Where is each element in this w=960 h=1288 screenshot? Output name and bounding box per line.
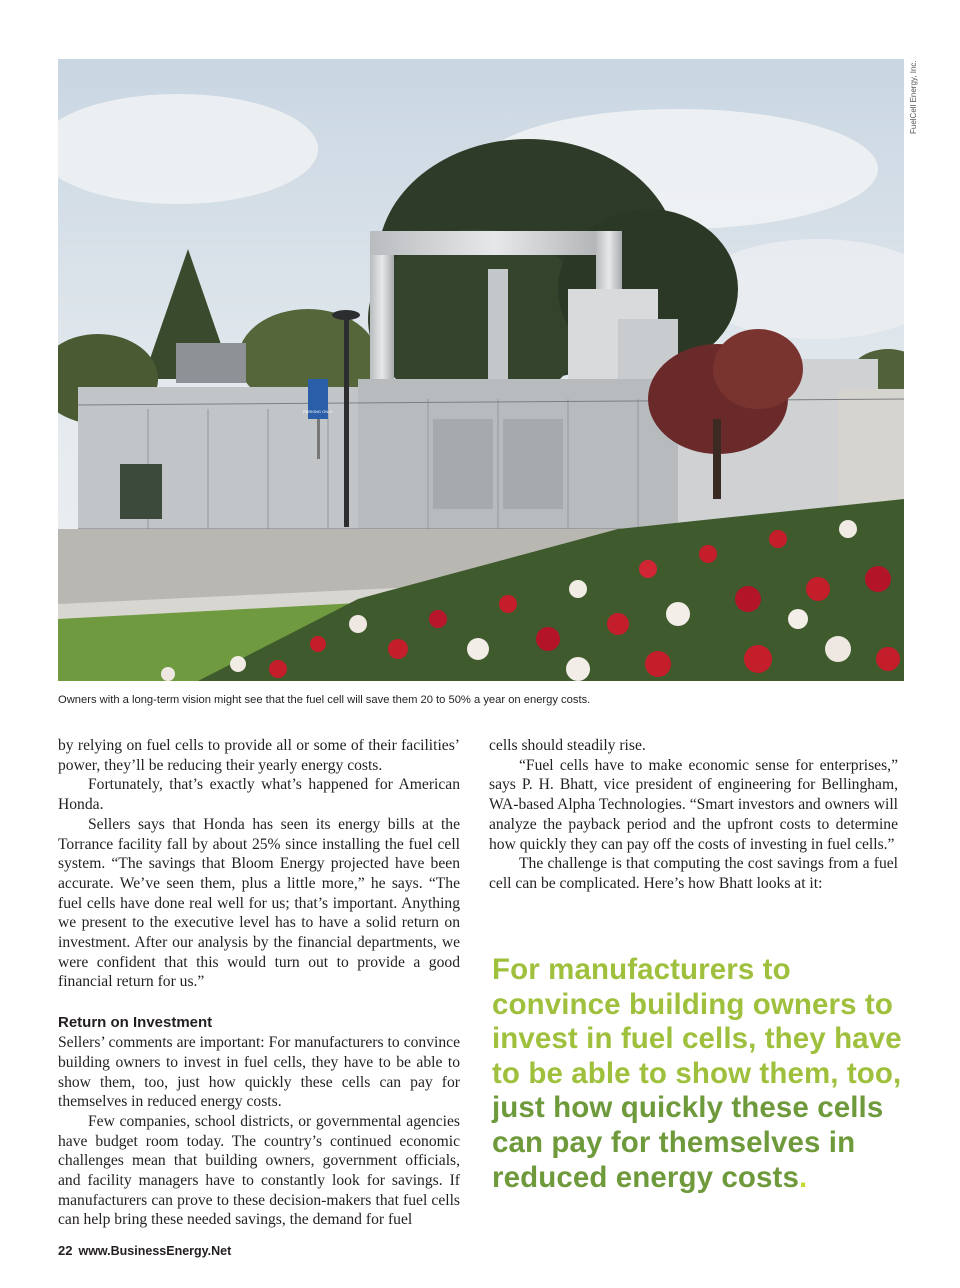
paragraph: “Fuel cells have to make economic sense for enterprises,” says P. H. Bhatt, vice president of engineering for Bellingham, WA-based Alpha Technologies. “Smart investors and owners will analyze the payback period and the upfront costs to determine how quickly they can pay off the costs of investing in fuel cells.”	[489, 756, 898, 853]
article-column-left	[58, 736, 460, 1230]
pull-quote-part-1: For manufacturers to convince building owners to invest in fuel cells, they have to be able to show them, too,	[492, 953, 902, 1090]
paragraph: by relying on fuel cells to provide all or some of their facilities’ power, they’ll be reducing their yearly energy costs.	[58, 737, 460, 774]
paragraph: Sellers says that Honda has seen its energy bills at the Torrance facility fall by about 25% since installing the fuel cell system. “The savings that Bloom Energy projected have been accurate. We’ve seen them, plus a little more,” he says. “The fuel cells have done real well for us; that’s important. Anything we present to the executive level has to have a solid return on investment. After our analysis by the financial departments, we were confident that this would turn out to provide a good financial return for us.”	[58, 815, 460, 991]
paragraph: Few companies, school districts, or governmental agencies have budget room today. The country’s continued economic challenges mean that building owners, government officials, and facility managers have to constantly look for savings. If manufacturers can prove to these decision-makers that fuel cells can help bring these needed savings, the demand for fuel	[58, 1112, 460, 1229]
article-column-right	[489, 736, 898, 894]
parking-sign-text: PARKING ONLY	[303, 409, 333, 414]
fuel-cell-plant-photo	[58, 59, 904, 681]
photo-credit	[909, 62, 921, 172]
paragraph: Fortunately, that’s exactly what’s happened for American Honda.	[58, 776, 460, 814]
photo-credit-text: FuelCell Energy, Inc.	[909, 60, 918, 134]
page-footer	[58, 1243, 231, 1258]
section-subhead: Return on Investment	[58, 1014, 213, 1032]
footer-url: www.BusinessEnergy.Net	[78, 1244, 232, 1258]
pull-quote	[492, 953, 912, 1195]
page-number: 22	[58, 1243, 73, 1258]
paragraph: The challenge is that computing the cost savings from a fuel cell can be complicated. Here’s how Bhatt looks at it:	[489, 855, 898, 892]
photo-caption: Owners with a long-term vision might see that the fuel cell will save them 20 to 50% a year on energy costs.	[58, 694, 591, 706]
paragraph: Sellers’ comments are important: For manufacturers to convince building owners to invest in fuel cells, they have to be able to show them, too, just how quickly these cells can pay for themselves in reduced energy costs.	[58, 1034, 460, 1111]
photo-illustration	[58, 59, 904, 681]
pull-quote-dot: .	[798, 1160, 808, 1194]
pull-quote-part-2: just how quickly these cells can pay for themselves in reduced energy costs	[492, 1091, 884, 1194]
paragraph: cells should steadily rise.	[489, 737, 646, 754]
